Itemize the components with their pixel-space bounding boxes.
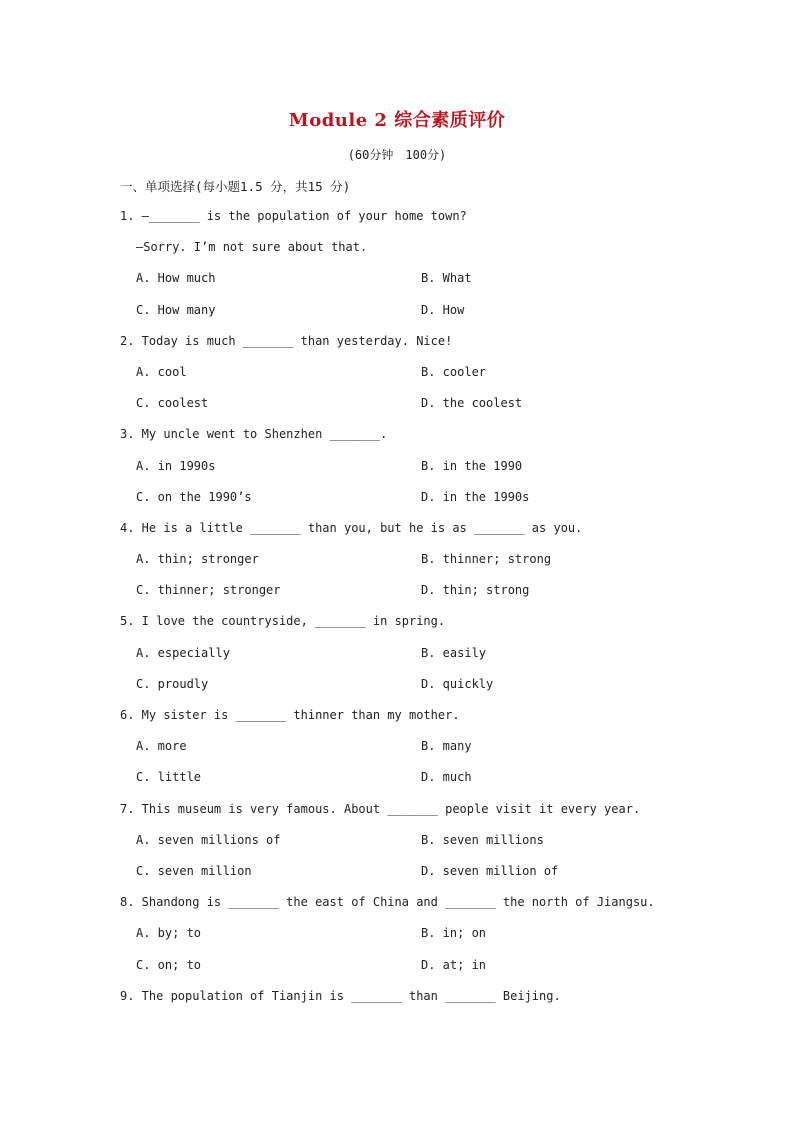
option-b: B. seven millions (421, 832, 544, 847)
question-stem: 5. I love the countryside, _______ in spring. (120, 614, 446, 629)
option-row (120, 302, 680, 333)
option-d: D. at; in (421, 957, 487, 972)
option-row (120, 458, 680, 489)
option-b: B. in; on (421, 926, 487, 941)
option-b: B. cooler (421, 364, 487, 379)
option-d: D. much (421, 770, 472, 785)
question-list (120, 208, 680, 1019)
option-b: B. easily (421, 645, 487, 660)
option-a: A. more (136, 739, 187, 754)
option-row (120, 863, 680, 894)
option-row (120, 582, 680, 613)
option-b: B. in the 1990 (421, 458, 523, 473)
option-c: C. little (136, 770, 202, 785)
question-stem: 3. My uncle went to Shenzhen _______. (120, 427, 388, 442)
option-row (120, 957, 680, 988)
section-heading: 一、单项选择(每小题1.5 分，共15 分) (120, 179, 351, 194)
option-b: B. thinner; strong (421, 552, 552, 567)
option-d: D. in the 1990s (421, 489, 530, 504)
page-title: Module 2 综合素质评价 (288, 110, 506, 131)
option-c: C. on the 1990’s (136, 489, 252, 504)
option-row (120, 395, 680, 426)
question-stem: 8. Shandong is _______ the east of China and _______ the north of Jiangsu. (120, 895, 655, 910)
option-b: B. many (421, 739, 472, 754)
option-row (120, 645, 680, 676)
option-b: B. What (421, 271, 472, 286)
option-d: D. thin; strong (421, 583, 530, 598)
option-a: A. in 1990s (136, 458, 216, 473)
option-row (120, 489, 680, 520)
question-stem: 4. He is a little _______ than you, but he is as _______ as you. (120, 520, 583, 535)
question-stem: 2. Today is much _______ than yesterday. Nice! (120, 333, 453, 348)
question-stem: 7. This museum is very famous. About _______ people visit it every year. (120, 801, 641, 816)
option-row (120, 551, 680, 582)
option-a: A. thin; stronger (136, 552, 259, 567)
option-c: C. seven million (136, 863, 252, 878)
option-row (120, 270, 680, 301)
page-subtitle: (60分钟 100分) (347, 148, 447, 162)
option-a: A. How much (136, 271, 216, 286)
option-row (120, 925, 680, 956)
question-reply: —Sorry. I’m not sure about that. (136, 240, 368, 255)
option-row (120, 364, 680, 395)
question-stem: 6. My sister is _______ thinner than my mother. (120, 708, 460, 722)
question-stem: 9. The population of Tianjin is _______ than _______ Beijing. (120, 988, 561, 1003)
question-stem: 1. —_______ is the population of your home town? (120, 209, 467, 223)
option-c: C. How many (136, 302, 216, 317)
option-d: D. the coolest (421, 396, 523, 411)
option-a: A. especially (136, 645, 230, 660)
option-row (120, 832, 680, 863)
option-a: A. by; to (136, 926, 202, 941)
option-d: D. How (421, 302, 465, 317)
option-row (120, 738, 680, 769)
option-a: A. cool (136, 364, 187, 379)
option-row (120, 769, 680, 800)
option-row (120, 676, 680, 707)
option-d: D. quickly (421, 676, 494, 691)
option-c: C. proudly (136, 676, 209, 691)
option-d: D. seven million of (421, 863, 559, 878)
option-c: C. on; to (136, 957, 202, 972)
option-c: C. coolest (136, 396, 209, 411)
option-a: A. seven millions of (136, 832, 281, 847)
option-c: C. thinner; stronger (136, 583, 281, 598)
